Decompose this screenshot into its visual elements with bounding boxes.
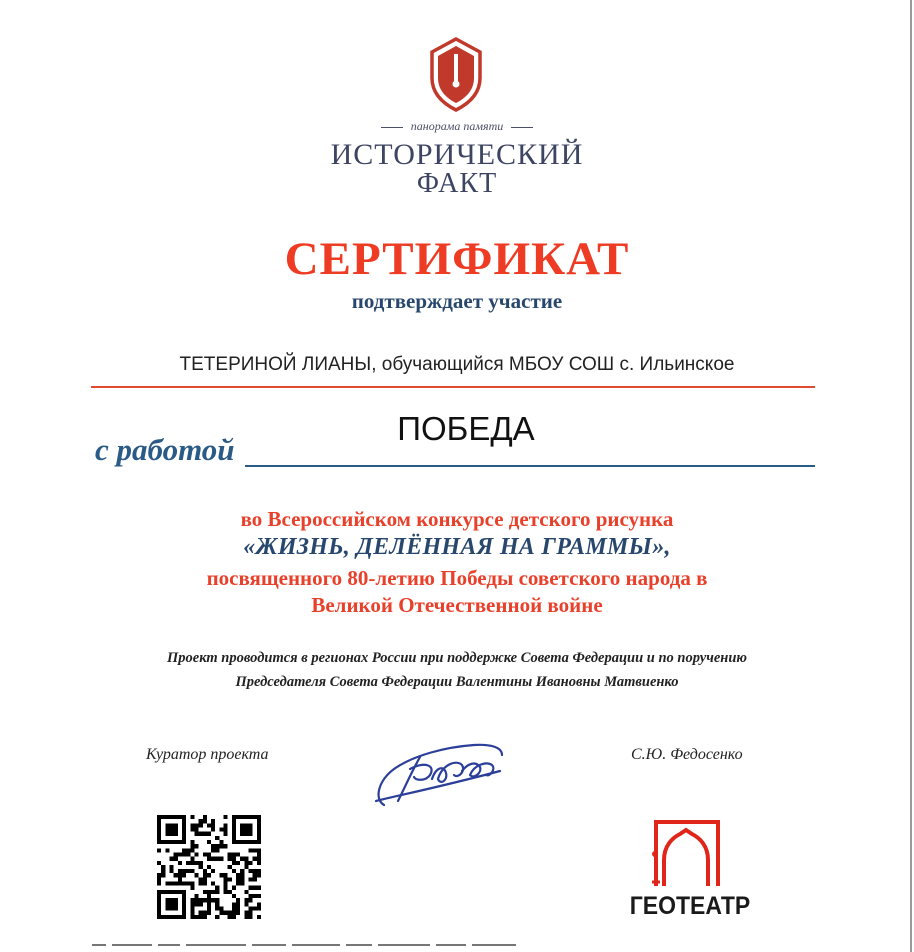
work-underline [245,465,815,467]
contest-line-4: Великой Отечественной войне [311,593,603,617]
participant-name: ТЕТЕРИНОЙ ЛИАНЫ, обучающийся МБОУ СОШ с. Ильинское [179,354,735,375]
project-note-line-2: Председателя Совета Федерации Валентины Ивановны Матвиенко [235,674,679,690]
contest-name: «ЖИЗНЬ, ДЕЛЁННАЯ НА ГРАММЫ», [243,534,671,560]
work-label: с работой [95,432,235,467]
shield-logo-icon [428,36,484,112]
brand-name-line1: ИСТОРИЧЕСКИЙ [330,138,584,171]
brand-name-line2: ФАКТ [416,168,498,199]
certificate-title: СЕРТИФИКАТ [284,233,630,285]
brand-tagline [0,119,914,134]
qr-code-icon [157,815,261,919]
tagline-dash-right [511,127,533,128]
geoteatr-wordmark: ГЕОТЕАТР [629,892,751,920]
contest-line-3: посвященного 80-летию Победы советского народа в [206,566,708,590]
work-title: ПОБЕДА [397,410,535,447]
tagline-dash-left [381,127,403,128]
project-note-line-1: Проект проводится в регионах России при поддержке Совета Федерации и по поручению [167,650,747,666]
curator-label: Куратор проекта [146,746,269,763]
curator-name: С.Ю. Федосенко [631,746,743,763]
participant-underline [91,386,815,388]
cut-off-footer-text [92,944,592,952]
geoteatr-logo-icon [646,816,726,892]
curator-signature [370,735,510,811]
contest-line-1: во Всероссийском конкурсе детского рисунка [240,507,674,531]
certificate-subtitle: подтверждает участие [351,289,563,313]
tagline-text: панорама памяти [410,119,504,133]
